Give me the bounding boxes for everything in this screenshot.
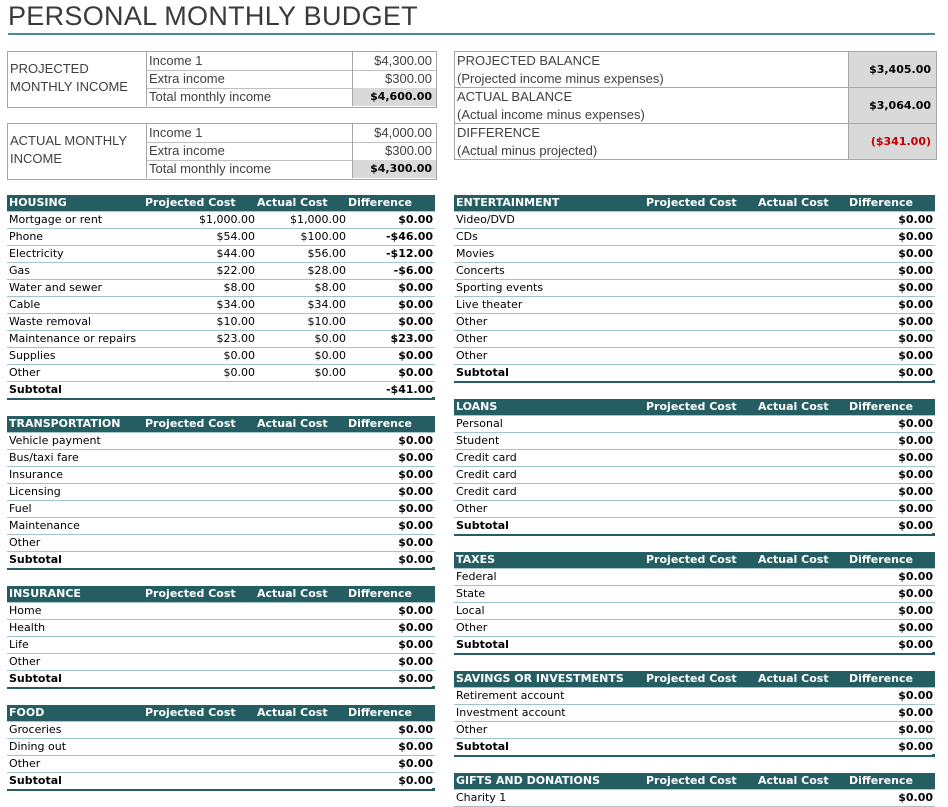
table-row[interactable] (454, 212, 935, 229)
resize-handle[interactable] (932, 533, 935, 536)
difference-value: $0.00 (398, 298, 433, 311)
difference-value: $0.00 (898, 315, 933, 328)
subtotal-value: $0.00 (898, 638, 933, 651)
projected-cost[interactable]: $0.00 (223, 349, 255, 362)
actual-cost[interactable]: $56.00 (307, 247, 346, 260)
subtotal-value: -$41.00 (385, 383, 433, 396)
subtotal-label: Subtotal (9, 672, 62, 685)
table-row[interactable] (454, 314, 935, 331)
actual-cost[interactable]: $8.00 (314, 281, 346, 294)
item-name[interactable]: Gas (9, 264, 30, 277)
subtotal-value: $0.00 (398, 553, 433, 566)
difference-value: $0.00 (398, 485, 433, 498)
column-difference: Difference (849, 672, 913, 685)
actual-cost[interactable]: $100.00 (300, 230, 346, 243)
column-actual: Actual Cost (257, 196, 328, 209)
transportation-section (7, 416, 435, 570)
item-name[interactable]: Electricity (9, 247, 64, 260)
loans-header (454, 399, 935, 416)
difference-value: $0.00 (398, 519, 433, 532)
difference-value: $0.00 (398, 638, 433, 651)
item-name[interactable]: Other (456, 723, 488, 736)
item-name[interactable]: Other (456, 502, 488, 515)
column-actual: Actual Cost (758, 672, 829, 685)
projected-cost[interactable]: $54.00 (216, 230, 255, 243)
section-title: SAVINGS OR INVESTMENTS (456, 672, 624, 685)
difference-value: $0.00 (898, 791, 933, 804)
projected-cost[interactable]: $0.00 (223, 366, 255, 379)
difference-value: $0.00 (398, 604, 433, 617)
table-row[interactable] (7, 263, 435, 280)
column-projected: Projected Cost (145, 196, 236, 209)
item-name[interactable]: Investment account (456, 706, 566, 719)
difference-value: $0.00 (898, 706, 933, 719)
item-name[interactable]: Video/DVD (456, 213, 515, 226)
item-name[interactable]: Sporting events (456, 281, 544, 294)
subtotal-value: $0.00 (398, 672, 433, 685)
item-name[interactable]: Dining out (9, 740, 67, 753)
section-title: TAXES (456, 553, 496, 566)
column-difference: Difference (849, 196, 913, 209)
item-name[interactable]: Live theater (456, 298, 523, 311)
difference-value: $0.00 (398, 349, 433, 362)
item-name[interactable]: Maintenance (9, 519, 80, 532)
table-row[interactable] (7, 467, 435, 484)
difference-value: $0.00 (398, 315, 433, 328)
difference-value: $0.00 (898, 264, 933, 277)
item-name[interactable]: Movies (456, 247, 495, 260)
column-projected: Projected Cost (646, 400, 737, 413)
projected-cost[interactable]: $23.00 (216, 332, 255, 345)
food-header (7, 705, 435, 722)
projected-income-box (7, 51, 437, 108)
table-row[interactable] (7, 280, 435, 297)
table-row[interactable] (7, 654, 435, 671)
difference-value: ($341.00) (848, 124, 936, 159)
table-row[interactable] (7, 229, 435, 246)
table-row[interactable] (454, 348, 935, 365)
actual-cost[interactable]: $0.00 (314, 332, 346, 345)
table-row[interactable] (454, 263, 935, 280)
item-name[interactable]: Vehicle payment (9, 434, 101, 447)
column-projected: Projected Cost (145, 706, 236, 719)
actual-balance-row: ACTUAL BALANCE (Actual income minus expenses) $3,064.00 (455, 88, 936, 124)
table-row[interactable] (7, 212, 435, 229)
column-projected: Projected Cost (145, 417, 236, 430)
difference-value: $0.00 (398, 502, 433, 515)
item-name[interactable]: State (456, 587, 486, 600)
item-name[interactable]: CDs (456, 230, 478, 243)
item-name[interactable]: Mortgage or rent (9, 213, 103, 226)
difference-value: $0.00 (898, 587, 933, 600)
section-title: LOANS (456, 400, 498, 413)
item-name[interactable]: Health (9, 621, 46, 634)
table-row[interactable] (7, 433, 435, 450)
difference-value: $0.00 (398, 757, 433, 770)
column-projected: Projected Cost (145, 587, 236, 600)
table-row[interactable] (454, 229, 935, 246)
subtotal-value: $0.00 (898, 740, 933, 753)
difference-value: $0.00 (898, 689, 933, 702)
difference-value: $0.00 (898, 570, 933, 583)
actual-cost[interactable]: $0.00 (314, 366, 346, 379)
item-name[interactable]: Maintenance or repairs (9, 332, 137, 345)
difference-value: $0.00 (398, 213, 433, 226)
actual-cost[interactable]: $34.00 (307, 298, 346, 311)
table-row[interactable] (454, 433, 935, 450)
item-name[interactable]: Other (9, 366, 41, 379)
difference-value: $0.00 (898, 213, 933, 226)
difference-value: $0.00 (898, 349, 933, 362)
column-difference: Difference (849, 553, 913, 566)
item-name[interactable]: Licensing (9, 485, 61, 498)
table-row[interactable] (454, 620, 935, 637)
item-name[interactable]: Other (9, 655, 41, 668)
item-name[interactable]: Charity 1 (456, 791, 507, 804)
projected-cost[interactable]: $10.00 (216, 315, 255, 328)
item-name[interactable]: Phone (9, 230, 44, 243)
item-name[interactable]: Bus/taxi fare (9, 451, 79, 464)
section-title: TRANSPORTATION (9, 417, 121, 430)
subtotal-row (7, 671, 435, 689)
table-row[interactable] (7, 637, 435, 654)
difference-value: $0.00 (398, 621, 433, 634)
difference-value: $0.00 (898, 468, 933, 481)
gifts-section (454, 773, 935, 807)
table-row[interactable] (7, 603, 435, 620)
table-row[interactable] (454, 280, 935, 297)
difference-value: $0.00 (398, 655, 433, 668)
column-difference: Difference (849, 400, 913, 413)
resize-handle[interactable] (432, 788, 435, 791)
subtotal-row (7, 552, 435, 570)
table-row[interactable] (7, 348, 435, 365)
actual-income-box (7, 123, 437, 180)
table-row[interactable] (454, 722, 935, 739)
difference-value: $0.00 (898, 281, 933, 294)
resize-handle[interactable] (932, 652, 935, 655)
housing-section (7, 195, 435, 400)
balance-box (454, 51, 937, 160)
actual-cost[interactable]: $10.00 (307, 315, 346, 328)
savings-section (454, 671, 935, 757)
item-name[interactable]: Supplies (9, 349, 56, 362)
item-name[interactable]: Life (9, 638, 29, 651)
loans-section (454, 399, 935, 536)
subtotal-label: Subtotal (9, 553, 62, 566)
income-total-row[interactable]: Total monthly income $4,300.00 (146, 160, 436, 178)
item-name[interactable]: Cable (9, 298, 41, 311)
table-row[interactable] (454, 603, 935, 620)
subtotal-label: Subtotal (9, 383, 62, 396)
table-row[interactable] (7, 722, 435, 739)
table-row[interactable] (7, 535, 435, 552)
difference-value: $0.00 (898, 332, 933, 345)
column-difference: Difference (348, 587, 412, 600)
subtotal-row (454, 365, 935, 383)
column-difference: Difference (849, 774, 913, 787)
item-name[interactable]: Other (456, 332, 488, 345)
projected-cost[interactable]: $1,000.00 (199, 213, 255, 226)
difference-value: $0.00 (898, 502, 933, 515)
item-name[interactable]: Credit card (456, 485, 517, 498)
subtotal-row (7, 773, 435, 791)
entertainment-section (454, 195, 935, 383)
difference-value: $0.00 (898, 434, 933, 447)
resize-handle[interactable] (932, 754, 935, 757)
subtotal-label: Subtotal (456, 638, 509, 651)
housing-header (7, 195, 435, 212)
difference-value: $0.00 (898, 298, 933, 311)
subtotal-row (7, 382, 435, 400)
transportation-header (7, 416, 435, 433)
projected-cost[interactable]: $44.00 (216, 247, 255, 260)
resize-handle[interactable] (432, 686, 435, 689)
subtotal-row (454, 518, 935, 536)
income-row[interactable]: Extra income $300.00 (146, 70, 436, 89)
table-row[interactable] (454, 705, 935, 722)
income-row[interactable]: Extra income $300.00 (146, 142, 436, 161)
difference-value: $23.00 (390, 332, 433, 345)
table-row[interactable] (454, 501, 935, 518)
difference-row: DIFFERENCE (Actual minus projected) ($341.00) (455, 124, 936, 159)
difference-value: $0.00 (398, 536, 433, 549)
item-name[interactable]: Insurance (9, 468, 63, 481)
subtotal-row (454, 739, 935, 757)
projected-cost[interactable]: $8.00 (223, 281, 255, 294)
item-name[interactable]: Federal (456, 570, 497, 583)
entertainment-header (454, 195, 935, 212)
item-name[interactable]: Concerts (456, 264, 505, 277)
actual-income-label: ACTUAL MONTHLY INCOME (10, 133, 127, 166)
taxes-section (454, 552, 935, 655)
table-row[interactable] (454, 246, 935, 263)
gifts-header (454, 773, 935, 790)
section-title: FOOD (9, 706, 45, 719)
resize-handle[interactable] (932, 380, 935, 383)
item-name[interactable]: Local (456, 604, 485, 617)
item-name[interactable]: Credit card (456, 451, 517, 464)
column-projected: Projected Cost (646, 672, 737, 685)
table-row[interactable] (454, 450, 935, 467)
subtotal-value: $0.00 (898, 519, 933, 532)
table-row[interactable] (454, 484, 935, 501)
table-row[interactable] (7, 518, 435, 535)
table-row[interactable] (7, 484, 435, 501)
subtotal-row (454, 637, 935, 655)
savings-header (454, 671, 935, 688)
section-title: GIFTS AND DONATIONS (456, 774, 600, 787)
page-title: PERSONAL MONTHLY BUDGET (8, 0, 935, 35)
difference-value: $0.00 (398, 434, 433, 447)
table-row[interactable] (454, 416, 935, 433)
column-actual: Actual Cost (758, 774, 829, 787)
income-row[interactable]: Income 1 $4,000.00 (146, 124, 436, 143)
difference-value: -$12.00 (385, 247, 433, 260)
resize-handle[interactable] (432, 567, 435, 570)
item-name[interactable]: Other (9, 536, 41, 549)
column-actual: Actual Cost (257, 587, 328, 600)
table-row[interactable] (7, 297, 435, 314)
section-title: ENTERTAINMENT (456, 196, 560, 209)
difference-value: $0.00 (398, 740, 433, 753)
table-row[interactable] (7, 450, 435, 467)
difference-value: $0.00 (398, 281, 433, 294)
subtotal-label: Subtotal (9, 774, 62, 787)
column-actual: Actual Cost (758, 400, 829, 413)
table-row[interactable] (7, 314, 435, 331)
item-name[interactable]: Other (456, 315, 488, 328)
table-row[interactable] (7, 739, 435, 756)
column-difference: Difference (348, 196, 412, 209)
item-name[interactable]: Other (456, 349, 488, 362)
item-name[interactable]: Fuel (9, 502, 32, 515)
column-actual: Actual Cost (758, 196, 829, 209)
insurance-header (7, 586, 435, 603)
food-section (7, 705, 435, 791)
difference-value: $0.00 (398, 468, 433, 481)
projected-income-label: PROJECTED MONTHLY INCOME (10, 61, 128, 94)
subtotal-label: Subtotal (456, 366, 509, 379)
difference-value: $0.00 (898, 723, 933, 736)
projected-cost[interactable]: $34.00 (216, 298, 255, 311)
actual-cost[interactable]: $1,000.00 (290, 213, 346, 226)
table-row[interactable] (7, 331, 435, 348)
item-name[interactable]: Credit card (456, 468, 517, 481)
projected-cost[interactable]: $22.00 (216, 264, 255, 277)
projected-balance-value: $3,405.00 (848, 52, 936, 87)
difference-value: $0.00 (898, 451, 933, 464)
difference-value: $0.00 (898, 621, 933, 634)
item-name[interactable]: Other (456, 621, 488, 634)
item-name[interactable]: Waste removal (9, 315, 92, 328)
difference-value: -$6.00 (393, 264, 433, 277)
actual-balance-value: $3,064.00 (848, 88, 936, 123)
difference-value: $0.00 (898, 604, 933, 617)
item-name[interactable]: Personal (456, 417, 503, 430)
difference-value: $0.00 (398, 723, 433, 736)
table-row[interactable] (7, 246, 435, 263)
table-row[interactable] (7, 620, 435, 637)
section-title: HOUSING (9, 196, 67, 209)
item-name[interactable]: Other (9, 757, 41, 770)
subtotal-value: $0.00 (398, 774, 433, 787)
table-row[interactable] (454, 467, 935, 484)
subtotal-label: Subtotal (456, 519, 509, 532)
income-row[interactable]: Income 1 $4,300.00 (146, 52, 436, 71)
column-actual: Actual Cost (758, 553, 829, 566)
subtotal-value: $0.00 (898, 366, 933, 379)
item-name[interactable]: Retirement account (456, 689, 565, 702)
item-name[interactable]: Water and sewer (9, 281, 102, 294)
table-row[interactable] (7, 365, 435, 382)
resize-handle[interactable] (432, 397, 435, 400)
item-name[interactable]: Home (9, 604, 42, 617)
table-row[interactable] (454, 790, 935, 807)
column-actual: Actual Cost (257, 417, 328, 430)
subtotal-label: Subtotal (456, 740, 509, 753)
difference-value: $0.00 (898, 230, 933, 243)
difference-value: $0.00 (898, 417, 933, 430)
table-row[interactable] (7, 501, 435, 518)
column-difference: Difference (348, 417, 412, 430)
actual-cost[interactable]: $0.00 (314, 349, 346, 362)
table-row[interactable] (454, 297, 935, 314)
column-actual: Actual Cost (257, 706, 328, 719)
item-name[interactable]: Student (456, 434, 500, 447)
actual-cost[interactable]: $28.00 (307, 264, 346, 277)
taxes-header (454, 552, 935, 569)
difference-value: $0.00 (398, 366, 433, 379)
difference-value: $0.00 (398, 451, 433, 464)
difference-value: -$46.00 (385, 230, 433, 243)
difference-value: $0.00 (898, 485, 933, 498)
income-total-row[interactable]: Total monthly income $4,600.00 (146, 88, 436, 106)
table-row[interactable] (454, 331, 935, 348)
item-name[interactable]: Groceries (9, 723, 62, 736)
table-row[interactable] (454, 586, 935, 603)
section-title: INSURANCE (9, 587, 81, 600)
column-difference: Difference (348, 706, 412, 719)
table-row[interactable] (454, 688, 935, 705)
table-row[interactable] (454, 569, 935, 586)
projected-balance-row: PROJECTED BALANCE (Projected income minus expenses) $3,405.00 (455, 52, 936, 88)
column-projected: Projected Cost (646, 774, 737, 787)
table-row[interactable] (7, 756, 435, 773)
difference-value: $0.00 (898, 247, 933, 260)
insurance-section (7, 586, 435, 689)
column-projected: Projected Cost (646, 553, 737, 566)
column-projected: Projected Cost (646, 196, 737, 209)
